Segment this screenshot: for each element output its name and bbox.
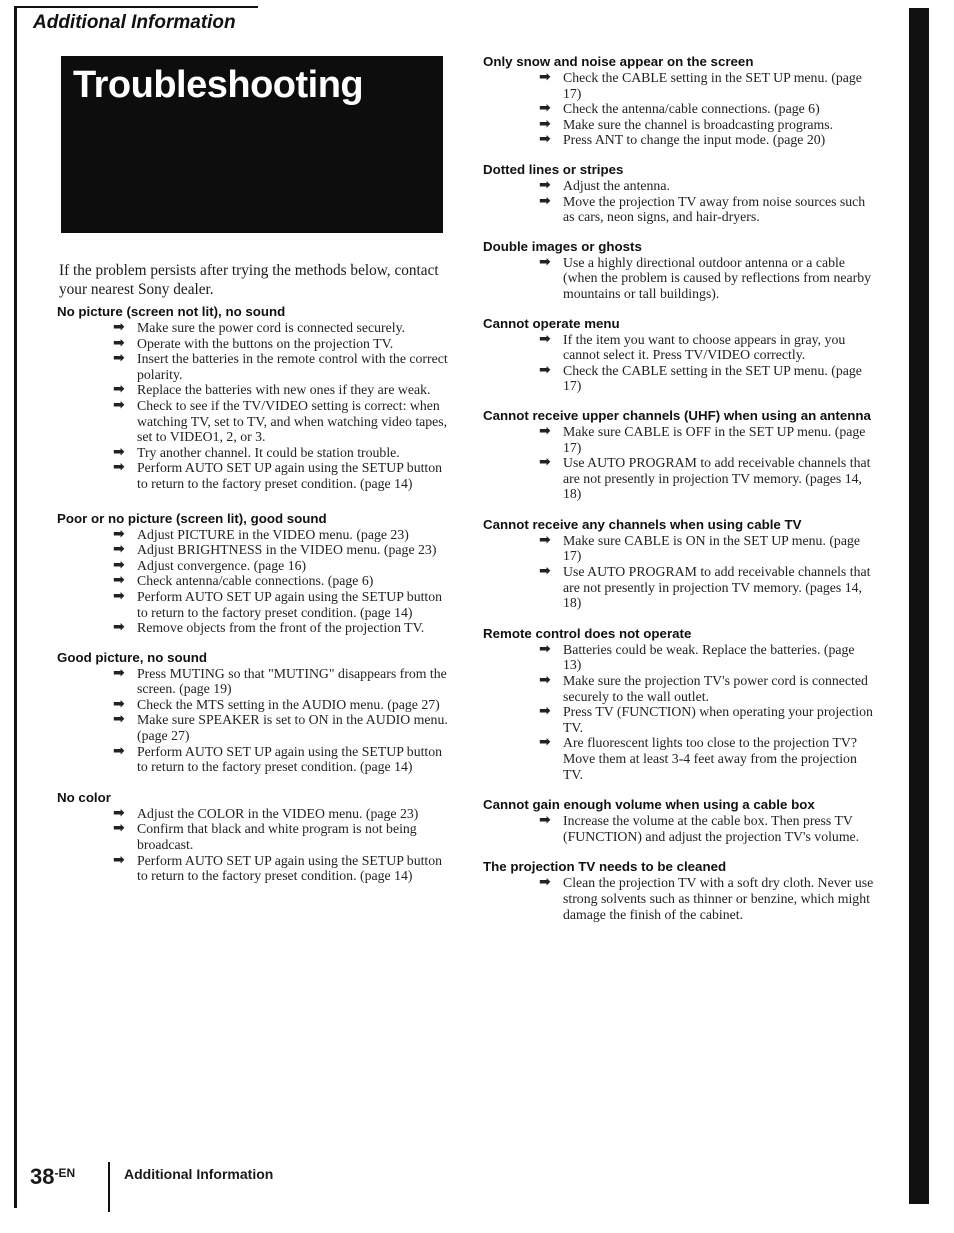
title-banner [61, 56, 443, 233]
trouble-section [483, 316, 875, 394]
remedy-item [57, 460, 449, 491]
remedy-list [483, 178, 875, 225]
remedy-list [483, 642, 875, 782]
remedy-text: Press TV (FUNCTION) when operating your projection TV. [563, 704, 873, 735]
page-number-value: 38 [30, 1164, 55, 1189]
arrow-icon: ➡ [539, 640, 551, 657]
arrow-icon: ➡ [113, 742, 125, 759]
remedy-list [483, 813, 875, 844]
remedy-item [483, 132, 875, 148]
trouble-section [57, 304, 449, 492]
remedy-item [483, 642, 875, 673]
remedy-text: Perform AUTO SET UP again using the SETUP button to return to the factory preset condition. (page 14) [137, 743, 443, 775]
arrow-icon: ➡ [539, 454, 551, 471]
remedy-text: Batteries could be weak. Replace the batteries. (page 13) [563, 641, 855, 673]
section-heading: Dotted lines or stripes [483, 161, 624, 177]
arrow-icon: ➡ [113, 820, 125, 837]
section-heading: Only snow and noise appear on the screen [483, 54, 754, 69]
trouble-section [483, 517, 875, 611]
remedy-list [57, 806, 449, 884]
arrow-icon: ➡ [113, 556, 125, 573]
remedy-item [57, 351, 449, 382]
remedy-text: Replace the batteries with new ones if they are weak. [137, 382, 431, 398]
remedy-item [57, 712, 449, 743]
remedy-text: Adjust the COLOR in the VIDEO menu. (page 23) [137, 805, 419, 821]
arrow-icon: ➡ [539, 192, 551, 209]
arrow-icon: ➡ [539, 69, 551, 85]
footer-section-label: Additional Information [124, 1166, 274, 1182]
section-heading: The projection TV needs to be cleaned [483, 859, 727, 875]
remedy-text: Make sure the power cord is connected securely. [137, 320, 406, 335]
right-column [483, 54, 875, 922]
arrow-icon: ➡ [113, 350, 125, 367]
arrow-icon: ➡ [539, 253, 551, 270]
arrow-icon: ➡ [539, 361, 551, 378]
remedy-item [483, 117, 875, 133]
arrow-icon: ➡ [113, 664, 125, 681]
remedy-list [483, 255, 875, 302]
arrow-icon: ➡ [113, 572, 125, 589]
remedy-item [57, 697, 449, 713]
section-heading: No color [57, 789, 111, 805]
header-rule [14, 6, 258, 8]
arrow-icon: ➡ [113, 381, 125, 398]
remedy-list [483, 875, 875, 922]
section-heading: Cannot gain enough volume when using a cable box [483, 797, 815, 813]
remedy-item [57, 744, 449, 775]
remedy-text: Make sure CABLE is ON in the SET UP menu. (page 17) [563, 532, 860, 564]
remedy-text: Make sure the channel is broadcasting programs. [563, 116, 834, 132]
remedy-item [57, 336, 449, 352]
trouble-section [57, 790, 449, 884]
remedy-item [483, 875, 875, 922]
trouble-section [483, 408, 875, 502]
trouble-section [57, 511, 449, 636]
section-heading: Good picture, no sound [57, 649, 207, 665]
trouble-section [483, 54, 875, 148]
remedy-item [483, 70, 875, 101]
remedy-item [57, 666, 449, 697]
arrow-icon: ➡ [539, 422, 551, 439]
section-heading: Double images or ghosts [483, 238, 642, 254]
remedy-text: Make sure CABLE is OFF in the SET UP menu. (page 17) [563, 423, 866, 455]
remedy-item [57, 558, 449, 574]
arrow-icon: ➡ [539, 672, 551, 689]
arrow-icon: ➡ [113, 319, 125, 335]
arrow-icon: ➡ [539, 563, 551, 580]
remedy-text: Check the antenna/cable connections. (page 6) [563, 101, 820, 117]
arrow-icon: ➡ [113, 587, 125, 604]
remedy-item [57, 853, 449, 884]
arrow-icon: ➡ [113, 804, 125, 821]
footer-divider [108, 1162, 110, 1212]
section-heading: Poor or no picture (screen lit), good sound [57, 510, 327, 526]
arrow-icon: ➡ [113, 443, 125, 460]
arrow-icon: ➡ [539, 176, 551, 193]
remedy-text: Perform AUTO SET UP again using the SETUP button to return to the factory preset condition. (page 14) [137, 588, 443, 620]
remedy-text: Insert the batteries in the remote control with the correct polarity. [137, 351, 448, 382]
remedy-text: Check to see if the TV/VIDEO setting is correct: when watching TV, set to TV, and when watching video tapes, set to VIDEO1, 2, or 3. [137, 397, 448, 445]
remedy-item [483, 332, 875, 363]
remedy-item [57, 806, 449, 822]
remedy-text: Check antenna/cable connections. (page 6) [137, 573, 374, 589]
remedy-item [57, 320, 449, 336]
remedy-item [483, 735, 875, 782]
remedy-item [483, 363, 875, 394]
remedy-text: Increase the volume at the cable box. Then press TV (FUNCTION) and adjust the projection TV's volume. [563, 813, 860, 844]
remedy-text: Remove objects from the front of the projection TV. [137, 620, 425, 636]
left-column [57, 304, 449, 884]
remedy-item [483, 255, 875, 302]
remedy-item [57, 398, 449, 445]
remedy-list [483, 424, 875, 502]
arrow-icon: ➡ [113, 695, 125, 712]
remedy-text: Confirm that black and white program is not being broadcast. [137, 821, 417, 853]
remedy-item [57, 542, 449, 558]
remedy-text: Clean the projection TV with a soft dry cloth. Never use strong solvents such as thinner or benzine, which might damage the finish of the cabinet. [563, 875, 874, 922]
page-number-suffix: -EN [54, 1166, 76, 1180]
arrow-icon: ➡ [113, 619, 125, 636]
section-heading: Remote control does not operate [483, 625, 692, 641]
trouble-section [483, 162, 875, 225]
trouble-section [483, 626, 875, 782]
section-heading: Cannot receive any channels when using cable TV [483, 516, 802, 532]
remedy-item [483, 101, 875, 117]
remedy-text: Move the projection TV away from noise sources such as cars, neon signs, and hair-dryers. [563, 193, 866, 225]
remedy-list [57, 527, 449, 636]
remedy-item [483, 178, 875, 194]
remedy-item [57, 620, 449, 636]
left-margin-rule [14, 6, 17, 1208]
remedy-item [483, 455, 875, 502]
remedy-text: Use AUTO PROGRAM to add receivable channels that are not presently in projection TV memory. (pages 14, 18) [563, 564, 871, 611]
arrow-icon: ➡ [113, 396, 125, 413]
remedy-item [483, 673, 875, 704]
remedy-item [57, 821, 449, 852]
remedy-text: Use AUTO PROGRAM to add receivable channels that are not presently in projection TV memory. (pages 14, 18) [563, 455, 871, 502]
arrow-icon: ➡ [539, 734, 551, 751]
remedy-item [57, 573, 449, 589]
arrow-icon: ➡ [113, 334, 125, 351]
arrow-icon: ➡ [539, 115, 551, 132]
page-title: Troubleshooting [73, 64, 364, 106]
arrow-icon: ➡ [539, 812, 551, 829]
section-edge-tab [909, 8, 929, 1204]
arrow-icon: ➡ [113, 851, 125, 868]
intro-paragraph: If the problem persists after trying the methods below, contact your nearest Sony dealer. [59, 262, 439, 298]
remedy-text: Adjust the antenna. [563, 177, 670, 193]
remedy-item [57, 382, 449, 398]
remedy-list [57, 320, 449, 492]
trouble-section [483, 239, 875, 302]
remedy-text: Adjust BRIGHTNESS in the VIDEO menu. (page 23) [137, 542, 437, 558]
remedy-list [483, 332, 875, 394]
remedy-text: Are fluorescent lights too close to the projection TV? Move them at least 3-4 feet away from the projection TV. [563, 735, 857, 782]
remedy-text: Make sure the projection TV's power cord is connected securely to the wall outlet. [563, 673, 868, 704]
arrow-icon: ➡ [539, 874, 551, 891]
remedy-item [483, 194, 875, 225]
section-heading: Cannot receive upper channels (UHF) when using an antenna [483, 407, 871, 423]
remedy-item [483, 533, 875, 564]
arrow-icon: ➡ [113, 541, 125, 558]
trouble-section [57, 650, 449, 775]
remedy-item [57, 589, 449, 620]
remedy-text: Check the CABLE setting in the SET UP menu. (page 17) [563, 362, 862, 394]
page-number [30, 1164, 75, 1190]
arrow-icon: ➡ [113, 711, 125, 728]
remedy-text: Press MUTING so that "MUTING" disappears from the screen. (page 19) [137, 665, 447, 697]
arrow-icon: ➡ [113, 459, 125, 476]
arrow-icon: ➡ [539, 131, 551, 148]
remedy-item [483, 564, 875, 611]
remedy-text: If the item you want to choose appears in gray, you cannot select it. Press TV/VIDEO correctly. [563, 331, 846, 363]
remedy-text: Check the CABLE setting in the SET UP menu. (page 17) [563, 70, 862, 101]
arrow-icon: ➡ [539, 703, 551, 720]
remedy-text: Press ANT to change the input mode. (page 20) [563, 132, 826, 148]
remedy-text: Check the MTS setting in the AUDIO menu. (page 27) [137, 696, 440, 712]
remedy-text: Perform AUTO SET UP again using the SETUP button to return to the factory preset condition. (page 14) [137, 460, 443, 491]
remedy-text: Try another channel. It could be station trouble. [137, 444, 400, 460]
arrow-icon: ➡ [539, 330, 551, 347]
remedy-item [483, 424, 875, 455]
remedy-list [57, 666, 449, 775]
remedy-list [483, 533, 875, 611]
remedy-text: Operate with the buttons on the projection TV. [137, 335, 394, 351]
remedy-list [483, 70, 875, 148]
trouble-section [483, 859, 875, 922]
remedy-item [483, 704, 875, 735]
remedy-item [57, 527, 449, 543]
arrow-icon: ➡ [539, 531, 551, 548]
section-heading: Cannot operate menu [483, 315, 620, 331]
remedy-text: Perform AUTO SET UP again using the SETUP button to return to the factory preset condition. (page 14) [137, 852, 443, 884]
remedy-text: Adjust convergence. (page 16) [137, 557, 307, 573]
trouble-section [483, 797, 875, 844]
remedy-item [483, 813, 875, 844]
arrow-icon: ➡ [113, 525, 125, 542]
remedy-item [57, 445, 449, 461]
remedy-text: Make sure SPEAKER is set to ON in the AUDIO menu. (page 27) [137, 712, 448, 744]
arrow-icon: ➡ [539, 100, 551, 117]
section-header: Additional Information [33, 12, 236, 33]
remedy-text: Adjust PICTURE in the VIDEO menu. (page 23) [137, 526, 409, 542]
remedy-text: Use a highly directional outdoor antenna or a cable (when the problem is caused by reflections from nearby mountains or tall buildings). [563, 254, 872, 301]
section-heading: No picture (screen not lit), no sound [57, 304, 286, 319]
